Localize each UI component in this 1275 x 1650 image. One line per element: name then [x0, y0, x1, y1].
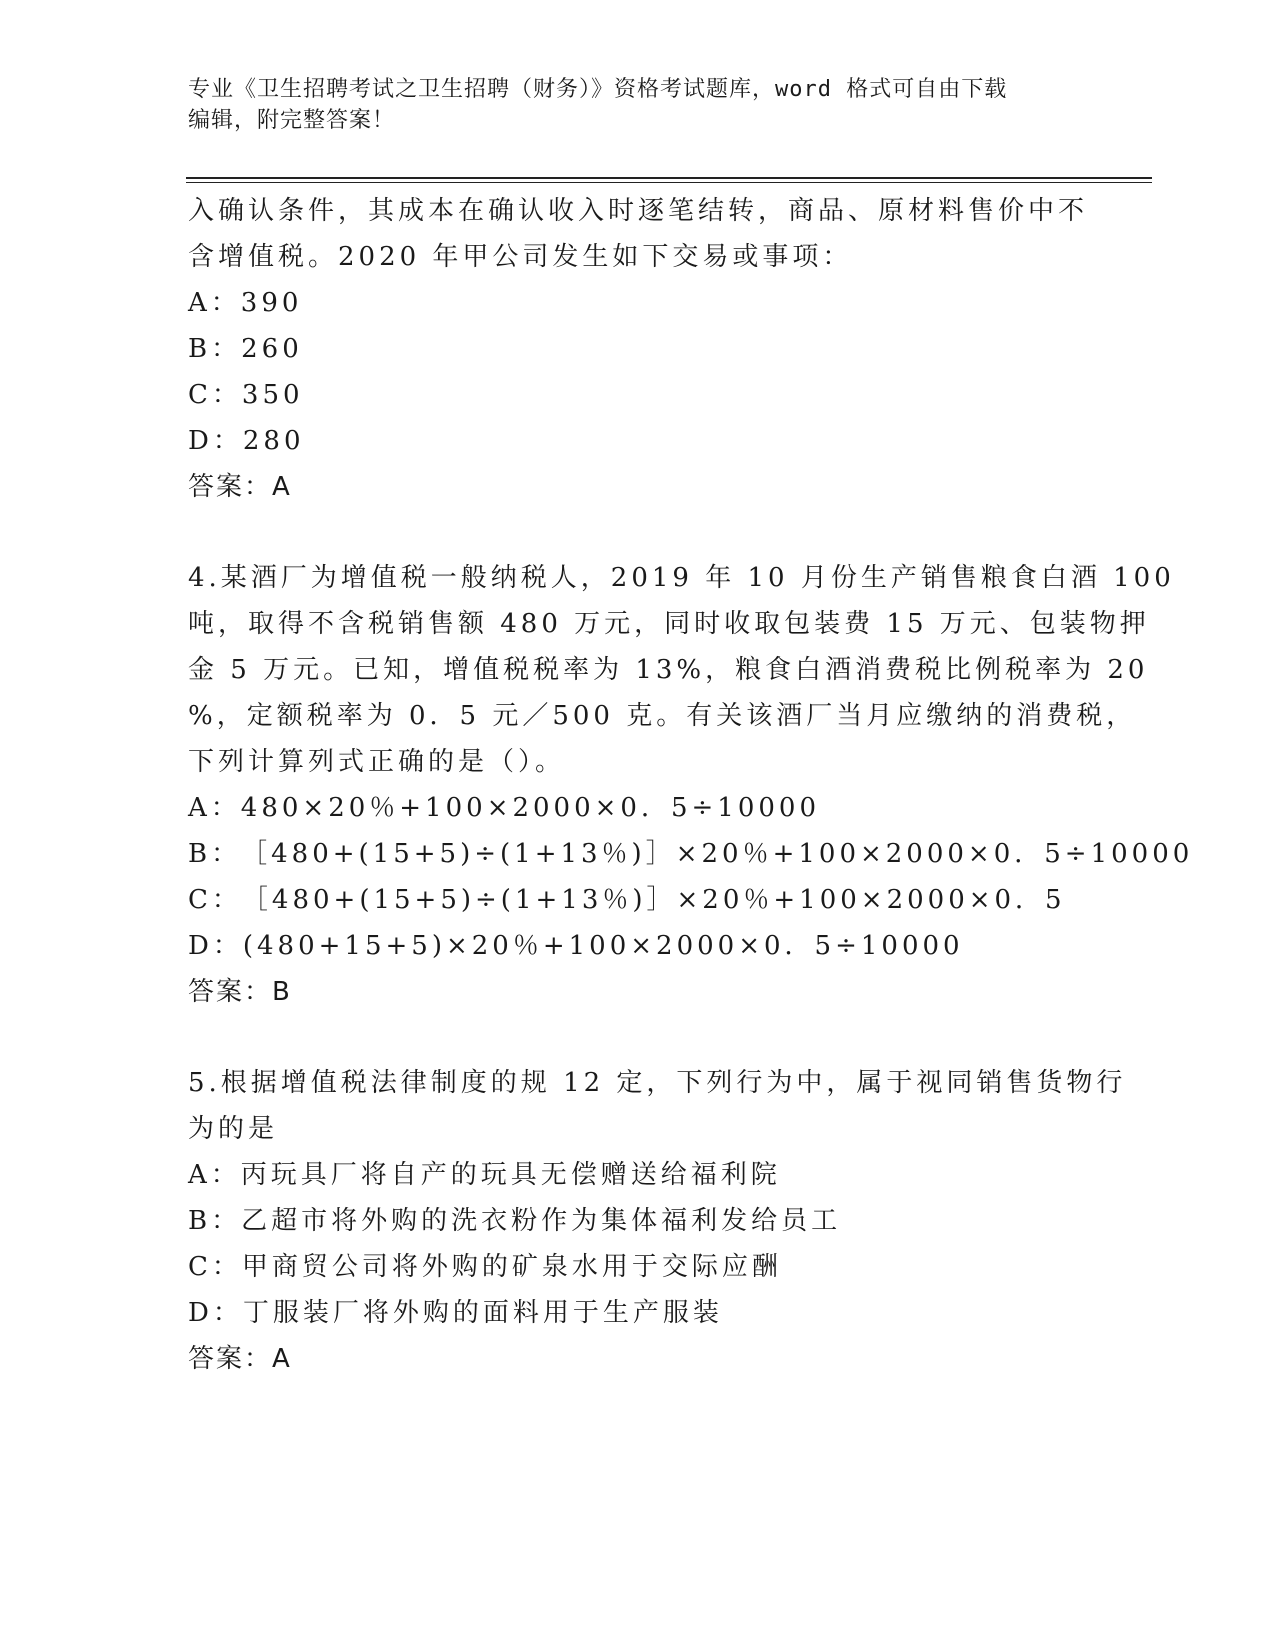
option-a: [188, 1152, 1088, 1198]
answer-line: 答案：B: [188, 977, 292, 1007]
question-3: [188, 188, 1088, 510]
option-d: [188, 1290, 1088, 1336]
option-d: [188, 923, 1088, 969]
option-a: [188, 785, 1088, 831]
option-text: 280: [242, 426, 305, 456]
question-4-text-line: %，定额税率为 0．5 元／500 克。有关该酒厂当月应缴纳的消费税，: [188, 701, 1137, 731]
option-label: B：: [188, 1206, 242, 1236]
question-4-text-line: 金 5 万元。已知，增值税税率为 13%，粮食白酒消费税比例税率为 20: [188, 655, 1149, 685]
header-divider-thin: [186, 182, 1152, 183]
question-3-text-line: 含增值税。2020 年甲公司发生如下交易或事项：: [188, 242, 853, 272]
option-text: 390: [240, 288, 303, 318]
option-text: ［480+(15+5)÷(1+13％)］×20％+100×2000×0．5÷10000: [241, 839, 1194, 869]
option-text: 丁服装厂将外购的面料用于生产服装: [242, 1298, 723, 1328]
option-b: [188, 1198, 1088, 1244]
option-b: [188, 831, 1194, 877]
option-text: 甲商贸公司将外购的矿泉水用于交际应酬: [241, 1252, 782, 1282]
option-text: 丙玩具厂将自产的玩具无偿赠送给福利院: [240, 1160, 781, 1190]
option-label: A：: [188, 1160, 241, 1190]
option-c: [188, 877, 1088, 923]
option-label: A：: [188, 288, 241, 318]
option-label: B：: [188, 839, 242, 869]
option-label: C：: [188, 380, 242, 410]
question-content: [188, 188, 1194, 1382]
option-d: [188, 418, 1088, 464]
header-line-2: 编辑，附完整答案！: [188, 108, 396, 133]
question-4-text-line: 吨，取得不含税销售额 480 万元，同时收取包装费 15 万元、包装物押: [188, 609, 1150, 639]
spacer: [188, 1015, 1088, 1060]
question-5-text-line: 为的是: [188, 1114, 279, 1144]
option-text: (480+15+5)×20％+100×2000×0．5÷10000: [242, 931, 964, 961]
header-line-1: 专业《卫生招聘考试之卫生招聘（财务）》资格考试题库，word 格式可自由下载: [188, 77, 1008, 102]
option-label: D：: [188, 426, 243, 456]
question-5: [188, 1060, 1127, 1382]
option-text: 260: [241, 334, 303, 364]
question-3-text-line: 入确认条件，其成本在确认收入时逐笔结转，商品、原材料售价中不: [188, 196, 1089, 226]
option-text: 350: [241, 380, 304, 410]
option-label: D：: [188, 931, 243, 961]
answer-line: 答案：A: [188, 1344, 292, 1374]
option-c: [188, 1244, 1088, 1290]
question-4-text-line: 下列计算列式正确的是（）。: [188, 747, 566, 777]
spacer: [188, 510, 1088, 555]
option-label: A：: [188, 793, 241, 823]
option-text: 480×20％+100×2000×0．5÷10000: [240, 793, 821, 823]
option-text: ［480+(15+5)÷(1+13％)］×20％+100×2000×0．5: [241, 885, 1066, 915]
question-4-text-line: 4.某酒厂为增值税一般纳税人，2019 年 10 月份生产销售粮食白酒 100: [188, 563, 1175, 593]
option-c: [188, 372, 1088, 418]
question-4: [188, 555, 1194, 1015]
option-label: C：: [188, 1252, 242, 1282]
header-divider-thick: [186, 177, 1152, 179]
option-label: D：: [188, 1298, 243, 1328]
option-a: [188, 280, 1088, 326]
answer-line: 答案：A: [188, 472, 292, 502]
question-5-text-line: 5.根据增值税法律制度的规 12 定，下列行为中，属于视同销售货物行: [188, 1068, 1127, 1098]
option-b: [188, 326, 1088, 372]
page-header: [188, 74, 1088, 136]
option-label: C：: [188, 885, 242, 915]
option-label: B：: [188, 334, 242, 364]
option-text: 乙超市将外购的洗衣粉作为集体福利发给员工: [241, 1206, 842, 1236]
